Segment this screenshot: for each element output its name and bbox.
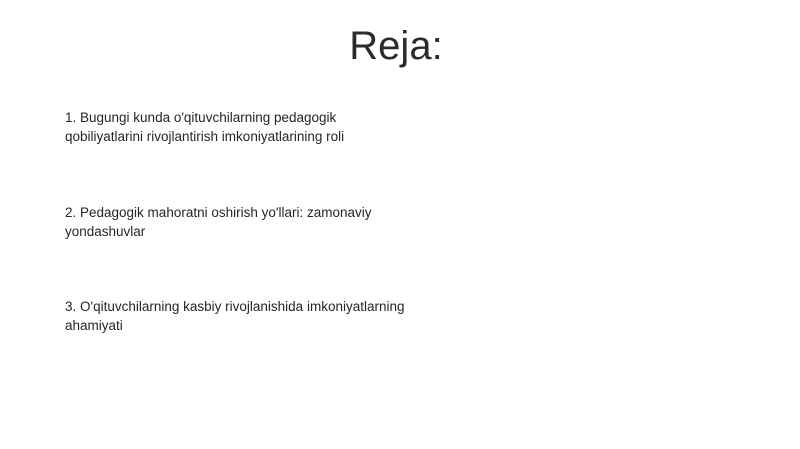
plan-item-2: 2. Pedagogik mahoratni oshirish yo'llari: zamonaviy yondashuvlar [65,205,372,239]
plan-item-3: 3. O'qituvchilarning kasbiy rivojlanishida imkoniyatlarning ahamiyati [65,299,405,333]
slide-title: Reja: [349,24,443,68]
plan-item-1: 1. Bugungi kunda o'qituvchilarning pedagogik qobiliyatlarini rivojlantirish imkoniyatlarining roli [65,110,345,144]
